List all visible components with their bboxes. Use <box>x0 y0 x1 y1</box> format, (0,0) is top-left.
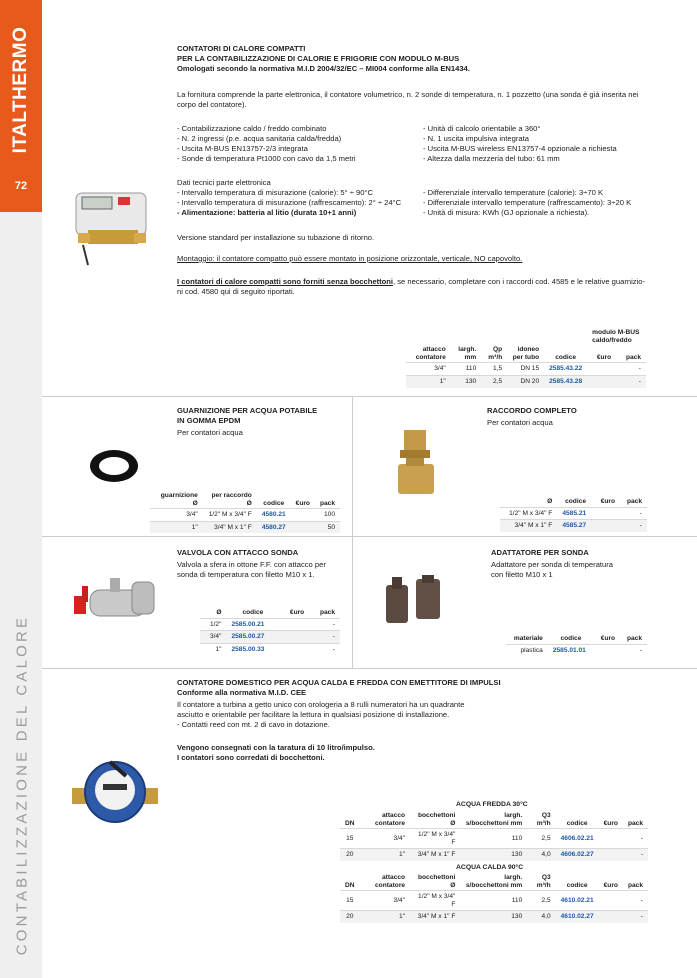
feature-right-2: - N. 1 uscita impulsiva integrata <box>423 134 529 143</box>
table-row: 3/4" 110 1,5 DN 15 2585.43.22 - <box>406 363 646 376</box>
water-meter-approval: Conforme alla normativa M.I.D. CEE <box>177 688 307 697</box>
feature-left-4: - Sonde di temperatura Pt1000 con cavo da 1,5 metri <box>177 154 356 163</box>
feature-left-1: - Contabilizzazione caldo / freddo combinato <box>177 124 327 133</box>
feature-left-3: - Uscita M-BUS EN13757-2/3 integrata <box>177 144 308 153</box>
group-header: modulo M-BUS caldo/freddo <box>592 329 640 344</box>
table-row: 3/4" M x 1" F 4585.27 - <box>500 520 647 532</box>
brand-band <box>0 0 42 212</box>
table-row: 3/4" 1/2" M x 3/4" F 4580.21 100 <box>150 509 340 522</box>
valve-desc: Valvola a sfera in ottone F.F. con attacco per <box>177 560 326 569</box>
gasket-table: guarnizione Ø per raccordo Ø codice €uro pack 3/4" 1/2" M x 3/4" F 4580.21 100 1" 3/4" M x 1" F 4580.27 50 <box>150 491 340 533</box>
cold-water-caption: ACQUA FREDDA 30°C <box>456 801 528 808</box>
fitting-image <box>392 428 440 500</box>
heat-meter-image <box>68 175 158 270</box>
tech-left-3: - Alimentazione: batteria al litio (durata 10+1 anni) <box>177 208 357 217</box>
gasket-desc: Per contatori acqua <box>177 428 243 437</box>
hot-water-table: DN attacco contatore bocchettoni Ø largh. s/bocchettoni mm Q3 m³/h codice €uro pack 15 3/4" 1/2" M x 3/4" F 110 2,5 4610.02.21 - 20 1" 3/4" M x 1" F 130 4,0 4610.02.27 - <box>340 873 648 923</box>
fittings-note: I contatori di calore compatti sono forniti senza bocchettoni, se necessario, completare con i raccordi cod. 4585 e le relative guarnizio- <box>177 277 646 286</box>
gasket-title-2: IN GOMMA EPDM <box>177 416 241 425</box>
valve-table: Ø codice €uro pack 1/2" 2585.00.21 - 3/4" 2585.00.27 - 1" 2585.00.33 - <box>200 608 340 655</box>
fitting-desc: Per contatori acqua <box>487 418 553 427</box>
feature-right-1: - Unità di calcolo orientabile a 360° <box>423 124 541 133</box>
gasket-title: GUARNIZIONE PER ACQUA POTABILE <box>177 406 318 415</box>
page-number: 72 <box>14 180 28 192</box>
heat-meter-table: modulo M-BUS caldo/freddo attacco contatore largh. mm Qp m³/h idoneo per tubo codice €uro pack 3/4" 110 1,5 DN 15 2585.43.22 - 1" 130 2,5 DN 20 2585.43.28 - <box>406 328 646 388</box>
section-title: CONTABILIZZAZIONE DEL CALORE <box>13 614 31 956</box>
valve-desc-2: sonda di temperatura con filetto M10 x 1. <box>177 570 315 579</box>
valve-image <box>72 568 160 628</box>
adapter-title: ADATTATORE PER SONDA <box>491 548 589 557</box>
table-row: plastica 2585.01.01 - <box>506 644 647 656</box>
fittings-note-2: ni cod. 4580 qui di seguito riportati. <box>177 287 295 296</box>
feature-right-3: - Uscita M-BUS wireless EN13757-4 opzionale a richiesta <box>423 144 617 153</box>
tech-right-2: - Differenziale intervallo temperature (raffrescamento): 3÷20 K <box>423 198 632 207</box>
water-meter-desc-2: asciutto e orientabile per facilitare la lettura in qualsiasi posizione di installazione. <box>177 710 450 719</box>
cold-water-table: DN attacco contatore bocchettoni Ø largh. s/bocchettoni mm Q3 m³/h codice €uro pack 15 3/4" 1/2" M x 3/4" F 110 2,5 4606.02.21 - 20 1" 3/4" M x 1" F 130 4,0 4606.02.27 - <box>340 811 648 861</box>
water-meter-desc-3: - Contatti reed con mt. 2 di cavo in dotazione. <box>177 720 330 729</box>
water-meter-image <box>70 756 160 828</box>
table-row: 1/2" M x 3/4" F 4585.21 - <box>500 507 647 520</box>
table-row: 15 3/4" 1/2" M x 3/4" F 110 2,5 4606.02.21 - <box>340 829 648 849</box>
adapter-desc-2: con filetto M10 x 1 <box>491 570 553 579</box>
divider <box>42 396 697 397</box>
tech-left-2: - Intervallo temperatura di misurazione (raffrescamento): 2° ÷ 24°C <box>177 198 402 207</box>
fitting-title: RACCORDO COMPLETO <box>487 406 577 415</box>
fitting-table: Ø codice €uro pack 1/2" M x 3/4" F 4585.21 - 3/4" M x 1" F 4585.27 - <box>500 497 647 532</box>
adapter-image <box>382 575 446 627</box>
table-row: 1" 130 2,5 DN 20 2585.43.28 - <box>406 375 646 387</box>
gasket-image <box>88 447 140 485</box>
hot-water-caption: ACQUA CALDA 90°C <box>456 864 524 871</box>
mounting-note: Montaggio: il contatore compatto può essere montato in posizione orizzontale, verticale, NO capovolto. <box>177 254 523 263</box>
tech-title: Dati tecnici parte elettronica <box>177 178 271 187</box>
table-row: 1" 3/4" M x 1" F 4580.27 50 <box>150 521 340 533</box>
tech-right-1: - Differenziale intervallo temperature (calorie): 3÷70 K <box>423 188 604 197</box>
water-meter-desc: Il contatore a turbina a getto unico con orologeria a 8 rulli numeratori ha un quadrante <box>177 700 465 709</box>
heat-meter-approval: Omologati secondo la normativa M.I.D 2004/32/EC – MI004 conforme alla EN1434. <box>177 64 470 73</box>
table-row: 1/2" 2585.00.21 - <box>200 618 340 631</box>
supply-text: La fornitura comprende la parte elettronica, il contatore volumetrico, n. 2 sonde di temperatura, n. 1 pozzetto (una sonda è già inserita nei <box>177 90 639 99</box>
table-row: 20 1" 3/4" M x 1" F 130 4,0 4606.02.27 - <box>340 849 648 861</box>
supply-text-2: corpo del contatore). <box>177 100 247 109</box>
heat-meter-title: CONTATORI DI CALORE COMPATTI <box>177 44 306 53</box>
valve-title: VALVOLA CON ATTACCO SONDA <box>177 548 299 557</box>
adapter-table: materiale codice €uro pack plastica 2585.01.01 - <box>506 634 647 656</box>
divider <box>42 536 697 537</box>
adapter-desc: Adattatore per sonda di temperatura <box>491 560 613 569</box>
heat-meter-subtitle: PER LA CONTABILIZZAZIONE DI CALORIE E FRIGORIE CON MODULO M-BUS <box>177 54 460 63</box>
tech-right-3: - Unità di misura: KWh (GJ opzionale a richiesta). <box>423 208 590 217</box>
feature-left-2: - N. 2 ingressi (p.e. acqua sanitaria calda/fredda) <box>177 134 342 143</box>
brand-logo: ITALTHERMO <box>10 26 31 154</box>
divider <box>42 668 697 669</box>
table-row: 1" 2585.00.33 - <box>200 643 340 655</box>
feature-right-4: - Altezza dalla mezzeria del tubo: 61 mm <box>423 154 560 163</box>
standard-version: Versione standard per installazione su tubazione di ritorno. <box>177 233 375 242</box>
calibration-note: Vengono consegnati con la taratura di 10 litro/impulso. <box>177 743 375 752</box>
divider <box>352 396 353 668</box>
water-meter-title: CONTATORE DOMESTICO PER ACQUA CALDA E FREDDA CON EMETTITORE DI IMPULSI <box>177 678 501 687</box>
table-row: 15 3/4" 1/2" M x 3/4" F 110 2,5 4610.02.21 - <box>340 891 648 911</box>
table-row: 20 1" 3/4" M x 1" F 130 4,0 4610.02.27 - <box>340 911 648 923</box>
table-row: 3/4" 2585.00.27 - <box>200 631 340 644</box>
fittings-included-note: I contatori sono corredati di bocchettoni. <box>177 753 325 762</box>
tech-left-1: - Intervallo temperatura di misurazione (calorie): 5° ÷ 90°C <box>177 188 373 197</box>
